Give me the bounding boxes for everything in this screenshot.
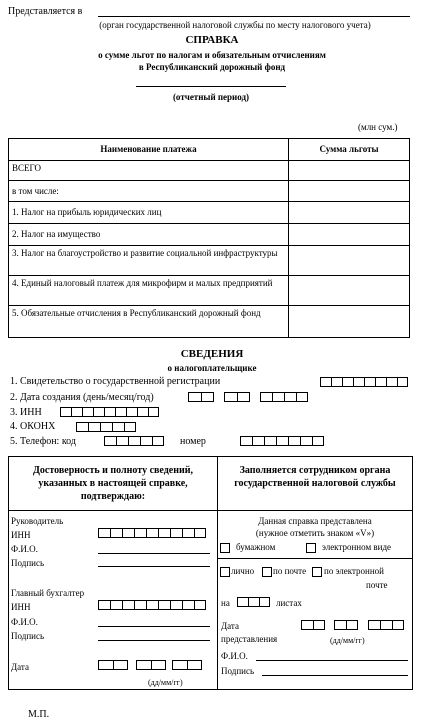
- tax-officer-title: Заполняется сотрудником органа государственной налоговой службы: [234, 465, 396, 489]
- accountant-inn-cells[interactable]: [98, 600, 206, 610]
- info-subtitle: о налогоплательщике: [167, 363, 257, 373]
- amount-cell[interactable]: [289, 160, 410, 180]
- right-date-day-cells[interactable]: [301, 620, 325, 630]
- mail-label: по почте: [273, 566, 307, 576]
- head-inn-label: ИНН: [11, 530, 31, 540]
- email-checkbox[interactable]: [312, 567, 322, 577]
- head-fio-label: Ф.И.О.: [11, 544, 38, 554]
- head-fio-field[interactable]: [98, 553, 210, 554]
- officer-signature-field[interactable]: [262, 675, 408, 676]
- amount-cell[interactable]: [289, 223, 410, 245]
- on-label: на: [221, 598, 230, 608]
- phone-number-cells[interactable]: [240, 436, 324, 446]
- row-label: 4. Единый налоговый платеж для микрофирм и малых предприятий: [9, 275, 289, 305]
- authority-hint: (орган государственной налоговой службы по месту налогового учета): [99, 20, 371, 30]
- sheets-cells[interactable]: [237, 597, 270, 607]
- table-row: [9, 305, 410, 337]
- table-row: [9, 275, 410, 305]
- document-subtitle-1: о сумме льгот по налогам и обязательным отчислениям: [98, 50, 326, 60]
- right-date-label: Дата: [221, 621, 239, 631]
- right-date-format: (дд/мм/гг): [330, 636, 365, 645]
- row-label: 5. Обязательные отчисления в Республиканский дорожный фонд: [9, 305, 289, 337]
- creation-date-label: 2. Дата создания (день/месяц/год): [10, 392, 154, 403]
- in-person-label: лично: [231, 566, 255, 576]
- presented-line-2: (нужное отметить знаком «V»): [255, 528, 375, 538]
- head-inn-cells[interactable]: [98, 528, 206, 538]
- amount-cell[interactable]: [289, 180, 410, 201]
- inn-label: 3. ИНН: [10, 407, 42, 418]
- column-header-amount: Сумма льготы: [289, 139, 410, 161]
- confirmation-title: Достоверность и полноту сведений, указанных в настоящей справке, подтверждаю:: [33, 465, 193, 502]
- row-label: 2. Налог на имущество: [9, 223, 289, 245]
- row-label: 1. Налог на прибыль юридических лиц: [9, 201, 289, 223]
- presented-to-field[interactable]: [98, 16, 410, 17]
- officer-fio-label: Ф.И.О.: [221, 651, 248, 661]
- right-date-month-cells[interactable]: [334, 620, 358, 630]
- left-date-month-cells[interactable]: [136, 660, 166, 670]
- benefits-table: [8, 138, 410, 338]
- inn-cells[interactable]: [60, 407, 159, 417]
- right-date-year-cells[interactable]: [368, 620, 404, 630]
- mail-checkbox[interactable]: [262, 567, 272, 577]
- head-signature-label: Подпись: [11, 558, 45, 568]
- table-row: [9, 160, 410, 180]
- head-label: Руководитель: [11, 516, 64, 526]
- registration-cells[interactable]: [320, 377, 408, 387]
- okonkh-label: 4. ОКОНХ: [10, 421, 56, 432]
- presented-to-label: Представляется в: [8, 6, 83, 17]
- row-label: ВСЕГО: [9, 160, 289, 180]
- accountant-inn-label: ИНН: [11, 602, 31, 612]
- row-label: 3. Налог на благоустройство и развитие социальной инфраструктуры: [9, 245, 289, 275]
- amount-cell[interactable]: [289, 201, 410, 223]
- email-label-2: почте: [366, 580, 388, 590]
- left-date-year-cells[interactable]: [172, 660, 202, 670]
- table-row: [9, 223, 410, 245]
- okonkh-cells[interactable]: [76, 422, 136, 432]
- right-box-divider: [217, 558, 413, 559]
- paper-checkbox[interactable]: [220, 543, 230, 553]
- phone-number-label: номер: [180, 436, 206, 447]
- presentation-label: представления: [221, 634, 278, 644]
- document-title: СПРАВКА: [185, 34, 239, 46]
- amount-cell[interactable]: [289, 305, 410, 337]
- amount-cell[interactable]: [289, 275, 410, 305]
- creation-day-cells[interactable]: [188, 392, 214, 402]
- accountant-signature-label: Подпись: [11, 631, 45, 641]
- accountant-fio-field[interactable]: [98, 626, 210, 627]
- registration-label: 1. Свидетельство о государственной регистрации: [10, 376, 221, 387]
- table-header-row: [9, 139, 410, 161]
- sheets-label: листах: [276, 598, 302, 608]
- accountant-fio-label: Ф.И.О.: [11, 617, 38, 627]
- stamp-label: М.П.: [28, 709, 50, 720]
- period-field[interactable]: [136, 86, 286, 87]
- in-person-checkbox[interactable]: [220, 567, 230, 577]
- presented-line-1: Данная справка представлена: [258, 516, 372, 526]
- accountant-signature-field[interactable]: [98, 640, 210, 641]
- creation-year-cells[interactable]: [260, 392, 308, 402]
- document-subtitle-2: в Республиканский дорожный фонд: [138, 62, 286, 72]
- phone-code-cells[interactable]: [104, 436, 164, 446]
- creation-month-cells[interactable]: [224, 392, 250, 402]
- column-header-payment: Наименование платежа: [9, 139, 289, 161]
- electronic-label: электронном виде: [322, 542, 392, 552]
- phone-code-label: 5. Телефон: код: [10, 436, 76, 447]
- accountant-label: Главный бухгалтер: [11, 588, 85, 598]
- officer-signature-label: Подпись: [221, 666, 255, 676]
- left-date-day-cells[interactable]: [98, 660, 128, 670]
- amount-cell[interactable]: [289, 245, 410, 275]
- units-label: (млн сум.): [358, 122, 398, 132]
- left-date-format: (дд/мм/гг): [148, 678, 183, 687]
- head-signature-field[interactable]: [98, 566, 210, 567]
- table-row: [9, 201, 410, 223]
- officer-fio-field[interactable]: [256, 660, 408, 661]
- period-label: (отчетный период): [172, 92, 250, 102]
- table-row: [9, 245, 410, 275]
- info-title: СВЕДЕНИЯ: [180, 348, 244, 360]
- email-label: по электронной: [324, 566, 384, 576]
- row-label: в том числе:: [9, 180, 289, 201]
- box-title-divider: [8, 510, 413, 511]
- table-row: [9, 180, 410, 201]
- paper-label: бумажном: [236, 542, 276, 552]
- left-date-label: Дата: [11, 662, 29, 672]
- electronic-checkbox[interactable]: [306, 543, 316, 553]
